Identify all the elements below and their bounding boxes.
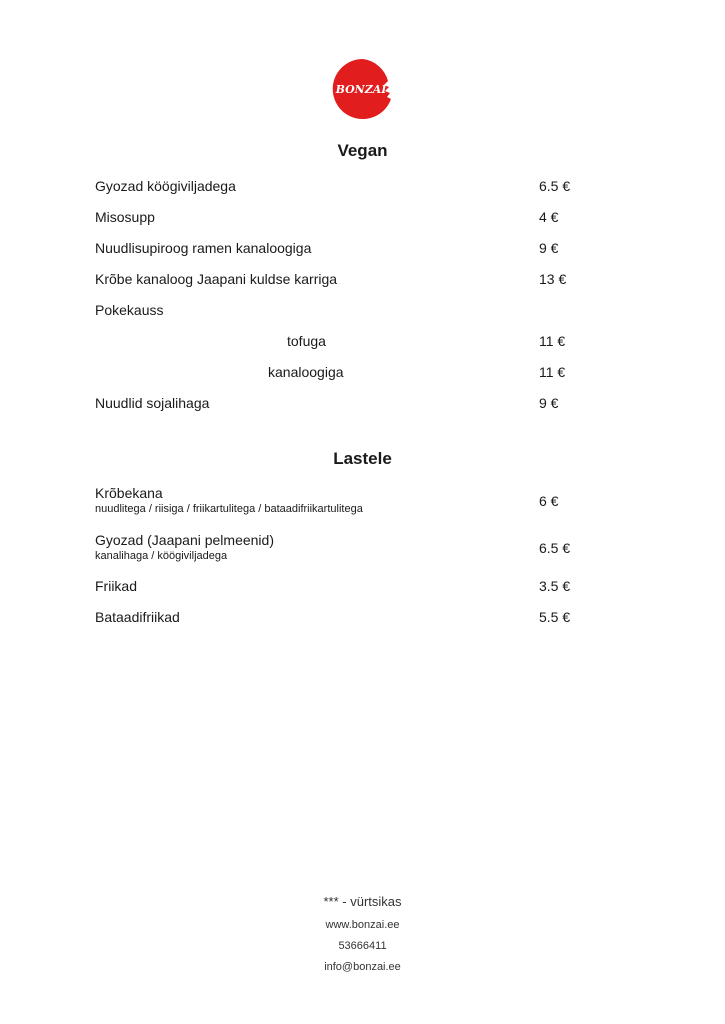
- menu-item-price: 9 €: [539, 240, 559, 256]
- phone-number: 53666411: [338, 940, 387, 952]
- menu-item-name: Nuudlid sojalihaga: [95, 395, 210, 411]
- menu-item-price: 9 €: [539, 395, 559, 411]
- menu-item-price: 6 €: [539, 493, 559, 509]
- menu-item-name: Bataadifriikad: [95, 609, 180, 625]
- menu-item-name: Nuudlisupiroog ramen kanaloogiga: [95, 240, 312, 256]
- menu-variant-name: tofuga: [287, 333, 326, 349]
- menu-item-price: 6.5 €: [539, 540, 571, 556]
- logo-icon: [331, 57, 395, 121]
- menu-item-name: Krõbekana: [95, 485, 163, 501]
- section-title-vegan: Vegan: [337, 141, 388, 160]
- menu-item-name: Pokekauss: [95, 302, 164, 318]
- section-title-kids: Lastele: [333, 449, 392, 468]
- logo-text: BONZAI: [335, 83, 387, 96]
- bonzai-logo: [331, 57, 395, 121]
- menu-variant-name: kanaloogiga: [268, 364, 344, 380]
- website-link[interactable]: www.bonzai.ee: [325, 919, 400, 931]
- spicy-legend: *** - vürtsikas: [323, 894, 402, 909]
- menu-item-price: 5.5 €: [539, 609, 571, 625]
- menu-item-name: Friikad: [95, 578, 138, 594]
- menu-item-price: 11 €: [539, 333, 566, 349]
- menu-item-name: Gyozad köögiviljadega: [95, 178, 236, 194]
- menu-item-description: nuudlitega / riisiga / friikartulitega / bataadifriikartulitega: [95, 503, 363, 515]
- menu-item-price: 4 €: [539, 209, 559, 225]
- menu-item-price: 13 €: [539, 271, 567, 287]
- email-link[interactable]: info@bonzai.ee: [324, 961, 401, 973]
- menu-item-name: Misosupp: [95, 209, 155, 225]
- menu-item-price: 3.5 €: [539, 578, 571, 594]
- menu-item-name: Gyozad (Jaapani pelmeenid): [95, 532, 274, 548]
- menu-item-price: 6.5 €: [539, 178, 571, 194]
- menu-item-price: 11 €: [539, 364, 566, 380]
- menu-item-name: Krõbe kanaloog Jaapani kuldse karriga: [95, 271, 338, 287]
- menu-item-description: kanalihaga / köögiviljadega: [95, 550, 228, 562]
